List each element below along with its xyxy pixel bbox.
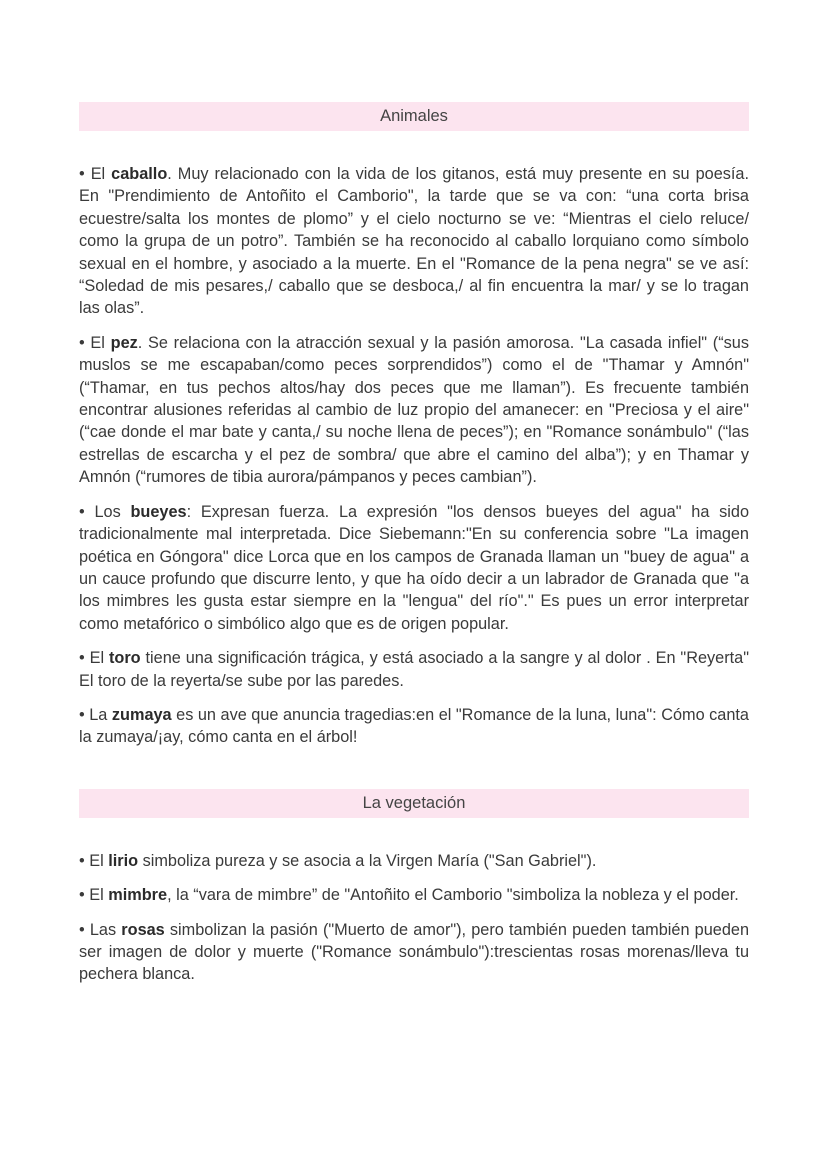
keyword-bueyes: bueyes xyxy=(130,502,187,521)
paragraph-text: tiene una significación trágica, y está asociado a la sangre y al dolor . En "Reyerta" El toro de la reyerta/se sube por las paredes. xyxy=(79,649,749,690)
paragraph-lirio xyxy=(79,850,749,872)
bullet-lead: • Los xyxy=(79,502,131,521)
bullet-lead: • Las xyxy=(79,920,122,939)
bullet-lead: • El xyxy=(79,333,111,352)
keyword-pez: pez xyxy=(110,333,138,352)
paragraph-mimbre xyxy=(79,884,749,906)
bullet-lead: • El xyxy=(79,165,112,183)
paragraph-bueyes xyxy=(79,501,749,635)
keyword-caballo: caballo xyxy=(111,165,168,183)
section-header-animales: Animales xyxy=(79,102,749,131)
bullet-lead: • La xyxy=(79,705,112,724)
section-header-vegetacion: La vegetación xyxy=(79,789,749,818)
paragraph-text: . Muy relacionado con la vida de los gitanos, está muy presente en su poesía. En "Prendimiento de Antoñito el Camborio", la tarde que se va con: “una corta brisa ecuestre/salta los montes de plomo” y el cielo nocturno se ve: “Mientras el cielo reluce/ como la grupa de un potro”. También se ha reconocido al caballo lorquiano como símbolo sexual en el hombre, y asociado a la muerte. En el "Romance de la pena negra" se ve así: “Soledad de mis pesares,/ caballo que se desboca,/ al fin encuentra la mar/ y se lo tragan las olas”. xyxy=(79,165,749,318)
keyword-lirio: lirio xyxy=(108,851,139,870)
paragraph-text: : Expresan fuerza. La expresión "los densos bueyes del agua" ha sido tradicionalmente mal interpretada. Dice Siebemann:"En su conferencia sobre "La imagen poética en Góngora" dice Lorca que en los campos de Granada llaman un "buey de agua" a un cauce profundo que discurre lento, y que ha oído decir a un labrador de Granada que "a los mimbres les gusta estar siempre en la "lengua" del río"." Es pues un error interpretar como metafórico o simbólico algo que es de origen popular. xyxy=(79,502,749,633)
paragraph-toro xyxy=(79,647,749,692)
paragraph-pez xyxy=(79,332,749,489)
paragraph-text: . Se relaciona con la atracción sexual y la pasión amorosa. "La casada infiel" (“sus muslos se me escapaban/como peces sorprendidos”) como el de "Thamar y Amnón" (“Thamar, en tus pechos altos/hay dos peces que me llaman”). Es frecuente también encontrar alusiones referidas al cambio de luz propio del amanecer: en "Preciosa y el aire" (“cae donde el mar bate y canta,/ su noche llena de peces”); en "Romance sonámbulo" (“las estrellas de escarcha y el pez de sombra/ que abre el camino del alba”); y en Thamar y Amnón (“rumores de tibia aurora/pámpanos y peces cambian”). xyxy=(79,333,749,487)
document-page xyxy=(79,0,749,986)
paragraph-caballo xyxy=(79,163,749,320)
paragraph-text: es un ave que anuncia tragedias:en el "Romance de la luna, luna": Cómo canta la zumaya/¡ay, cómo canta en el árbol! xyxy=(79,705,749,747)
bullet-lead: • El xyxy=(79,886,109,905)
paragraph-zumaya xyxy=(79,704,749,749)
bullet-lead: • El xyxy=(79,649,109,668)
paragraph-text: simboliza pureza y se asocia a la Virgen María ("San Gabriel"). xyxy=(138,851,597,870)
keyword-mimbre: mimbre xyxy=(108,886,168,905)
paragraph-text: , la “vara de mimbre” de "Antoñito el Camborio "simboliza la nobleza y el poder. xyxy=(167,886,739,905)
bullet-lead: • El xyxy=(79,851,109,870)
keyword-rosas: rosas xyxy=(121,920,165,939)
keyword-zumaya: zumaya xyxy=(111,705,172,724)
paragraph-text: simbolizan la pasión ("Muerto de amor"), pero también pueden también pueden ser imagen de dolor y muerte ("Romance sonámbulo"):trescientas rosas morenas/lleva tu pechera blanca. xyxy=(79,920,749,984)
keyword-toro: toro xyxy=(108,649,141,668)
paragraph-rosas xyxy=(79,919,749,986)
